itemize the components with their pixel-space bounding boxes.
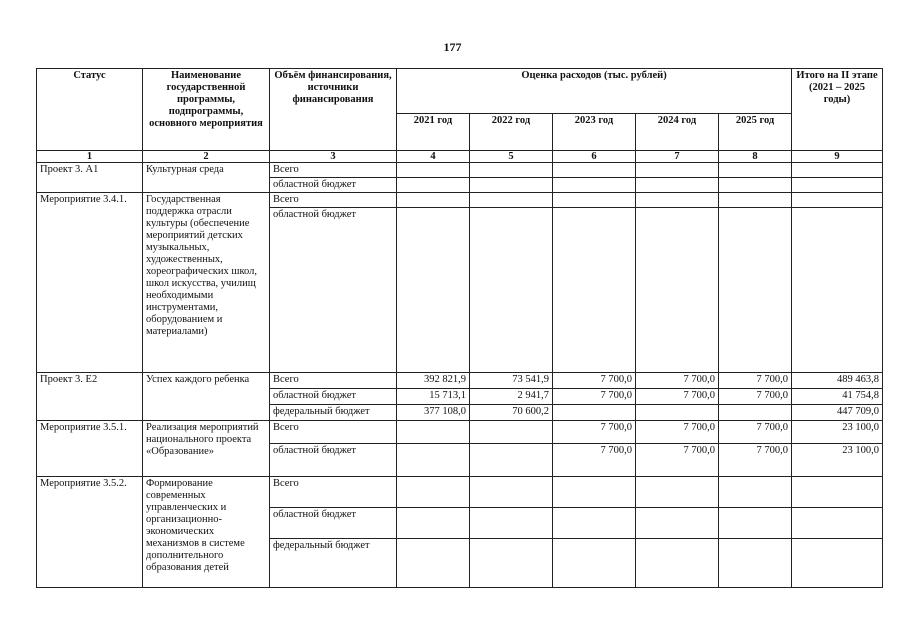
cell-2024: 7 700,0 xyxy=(636,373,719,389)
cell-2023 xyxy=(553,508,636,539)
row-source: Всего xyxy=(270,421,397,444)
cell-2023: 7 700,0 xyxy=(553,421,636,444)
header-volume: Объём финансирования, источники финансирования xyxy=(270,69,397,151)
cell-2025 xyxy=(719,508,792,539)
row-name: Государственная поддержка отрасли культуры (обеспечение мероприятий детских музыкальных, художественных, хореографических школ, школ искусства, училищ необходимыми инструментами, оборудованием и материалами) xyxy=(143,193,270,373)
cell-2022 xyxy=(470,178,553,193)
cell-2021: 392 821,9 xyxy=(397,373,470,389)
cell-2021 xyxy=(397,208,470,373)
cell-total: 23 100,0 xyxy=(792,444,883,477)
row-source: областной бюджет xyxy=(270,508,397,539)
header-year-2024: 2024 год xyxy=(636,114,719,151)
cell-2024: 7 700,0 xyxy=(636,444,719,477)
header-status: Статус xyxy=(37,69,143,151)
cell-2022 xyxy=(470,477,553,508)
row-source: Всего xyxy=(270,193,397,208)
row-name: Успех каждого ребенка xyxy=(143,373,270,421)
header-year-2022: 2022 год xyxy=(470,114,553,151)
row-source: Всего xyxy=(270,163,397,178)
cell-2021 xyxy=(397,508,470,539)
header-year-2025: 2025 год xyxy=(719,114,792,151)
cell-total: 41 754,8 xyxy=(792,389,883,405)
cell-2021: 15 713,1 xyxy=(397,389,470,405)
cell-2023 xyxy=(553,193,636,208)
cell-2022 xyxy=(470,208,553,373)
header-total: Итого на II этапе (2021 – 2025 годы) xyxy=(792,69,883,151)
cell-2023 xyxy=(553,539,636,588)
cell-2025 xyxy=(719,208,792,373)
row-name: Культурная среда xyxy=(143,163,270,193)
row-status: Мероприятие 3.4.1. xyxy=(37,193,143,373)
cell-2021 xyxy=(397,477,470,508)
cell-2025 xyxy=(719,477,792,508)
cell-2025: 7 700,0 xyxy=(719,389,792,405)
cell-2025 xyxy=(719,163,792,178)
header-year-2021: 2021 год xyxy=(397,114,470,151)
row-source: Всего xyxy=(270,373,397,389)
cell-2024 xyxy=(636,178,719,193)
header-year-2023: 2023 год xyxy=(553,114,636,151)
row-source: федеральный бюджет xyxy=(270,539,397,588)
budget-table xyxy=(36,68,883,588)
cell-2023: 7 700,0 xyxy=(553,389,636,405)
cell-2021 xyxy=(397,421,470,444)
cell-2022 xyxy=(470,508,553,539)
cell-2024 xyxy=(636,477,719,508)
column-number: 1 xyxy=(37,151,143,163)
column-number: 5 xyxy=(470,151,553,163)
column-number: 4 xyxy=(397,151,470,163)
column-number: 7 xyxy=(636,151,719,163)
cell-2023 xyxy=(553,405,636,421)
cell-total xyxy=(792,477,883,508)
row-source: федеральный бюджет xyxy=(270,405,397,421)
cell-total xyxy=(792,163,883,178)
header-estimate: Оценка расходов (тыс. рублей) xyxy=(397,69,792,114)
cell-2021: 377 108,0 xyxy=(397,405,470,421)
cell-total xyxy=(792,508,883,539)
cell-2023: 7 700,0 xyxy=(553,444,636,477)
cell-total xyxy=(792,178,883,193)
row-name: Формирование современных управленческих и организационно-экономических механизмов в системе дополнительного образования детей xyxy=(143,477,270,588)
page-number: 177 xyxy=(443,40,462,54)
cell-total xyxy=(792,208,883,373)
cell-2022 xyxy=(470,163,553,178)
cell-2021 xyxy=(397,163,470,178)
cell-2022: 70 600,2 xyxy=(470,405,553,421)
column-number: 3 xyxy=(270,151,397,163)
cell-2022: 2 941,7 xyxy=(470,389,553,405)
table-row xyxy=(37,373,883,389)
cell-total: 23 100,0 xyxy=(792,421,883,444)
cell-2021 xyxy=(397,539,470,588)
cell-2024 xyxy=(636,508,719,539)
cell-2022: 73 541,9 xyxy=(470,373,553,389)
row-name: Реализация мероприятий национального проекта «Образование» xyxy=(143,421,270,477)
column-number: 6 xyxy=(553,151,636,163)
cell-2025: 7 700,0 xyxy=(719,373,792,389)
cell-2022 xyxy=(470,539,553,588)
cell-2024 xyxy=(636,539,719,588)
cell-total xyxy=(792,539,883,588)
cell-2024: 7 700,0 xyxy=(636,421,719,444)
column-number-row xyxy=(37,151,883,163)
table-row xyxy=(37,163,883,178)
cell-2023 xyxy=(553,178,636,193)
table-row xyxy=(37,421,883,444)
cell-2022 xyxy=(470,193,553,208)
row-status: Мероприятие 3.5.1. xyxy=(37,421,143,477)
cell-2023 xyxy=(553,477,636,508)
cell-2023 xyxy=(553,163,636,178)
row-source: областной бюджет xyxy=(270,178,397,193)
cell-2021 xyxy=(397,178,470,193)
cell-2023: 7 700,0 xyxy=(553,373,636,389)
cell-2021 xyxy=(397,193,470,208)
column-number: 2 xyxy=(143,151,270,163)
row-status: Проект 3. Е2 xyxy=(37,373,143,421)
row-source: Всего xyxy=(270,477,397,508)
row-status: Мероприятие 3.5.2. xyxy=(37,477,143,588)
cell-2023 xyxy=(553,208,636,373)
header-name: Наименование государственной программы, подпрограммы, основного мероприятия xyxy=(143,69,270,151)
cell-2024 xyxy=(636,208,719,373)
row-source: областной бюджет xyxy=(270,389,397,405)
cell-2025 xyxy=(719,405,792,421)
cell-2025: 7 700,0 xyxy=(719,421,792,444)
table-row xyxy=(37,477,883,508)
cell-total xyxy=(792,193,883,208)
cell-2024: 7 700,0 xyxy=(636,389,719,405)
cell-2022 xyxy=(470,421,553,444)
cell-2022 xyxy=(470,444,553,477)
row-source: областной бюджет xyxy=(270,444,397,477)
cell-2025 xyxy=(719,539,792,588)
cell-2025 xyxy=(719,178,792,193)
cell-total: 489 463,8 xyxy=(792,373,883,389)
cell-2024 xyxy=(636,405,719,421)
cell-2024 xyxy=(636,163,719,178)
row-status: Проект 3. А1 xyxy=(37,163,143,193)
column-number: 8 xyxy=(719,151,792,163)
row-source: областной бюджет xyxy=(270,208,397,373)
cell-2024 xyxy=(636,193,719,208)
header-row xyxy=(37,69,883,114)
cell-total: 447 709,0 xyxy=(792,405,883,421)
cell-2025 xyxy=(719,193,792,208)
column-number: 9 xyxy=(792,151,883,163)
table-row xyxy=(37,193,883,208)
cell-2021 xyxy=(397,444,470,477)
cell-2025: 7 700,0 xyxy=(719,444,792,477)
